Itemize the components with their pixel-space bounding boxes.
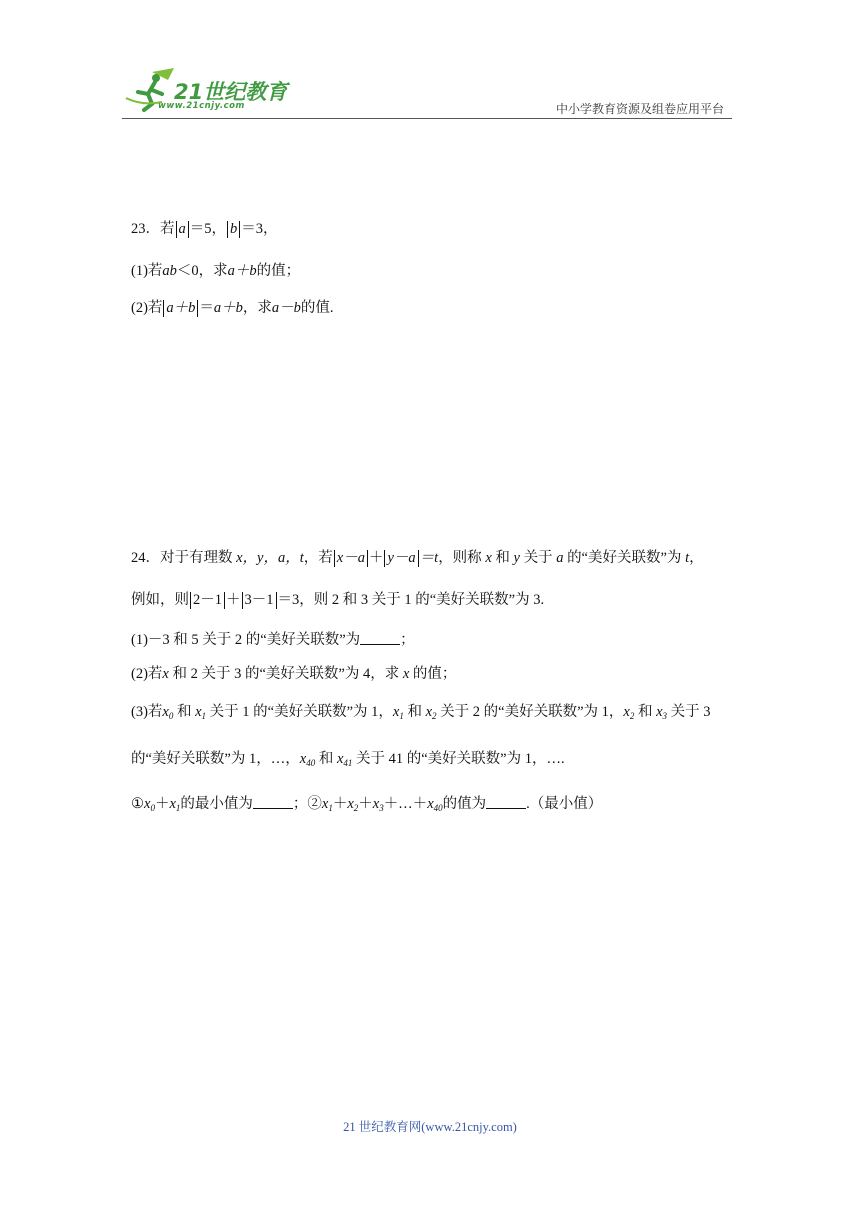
answer-blank[interactable]	[360, 644, 400, 645]
var-x2d: $x_2$	[347, 796, 359, 813]
q23-p2-prefix: (2)若	[131, 300, 163, 316]
q23-stem-prefix: 23．若	[131, 221, 175, 237]
var-x3d: $x_3$	[372, 796, 384, 813]
circled-one: ①	[131, 796, 144, 812]
page-header	[122, 66, 732, 120]
page-footer: 21 世纪教育网(www.21cnjy.com)	[343, 1120, 517, 1134]
q24-stem-x: x	[485, 550, 492, 566]
var-x0: $x_0$	[162, 704, 174, 721]
q24-stem-y: y	[513, 550, 520, 566]
q24-eq-t: ＝t	[419, 550, 439, 566]
q24-p2-prefix: (2)若	[131, 666, 163, 682]
q23-abs-a: a	[176, 221, 189, 238]
q24-p3l2-prefix: 的“美好关联数”为 1，…，	[131, 751, 300, 767]
answer-blank-1[interactable]	[253, 808, 293, 809]
q23-eq2: ＝3，	[241, 221, 278, 237]
q24-p2-x2: x	[402, 666, 410, 682]
q23-p2-abs: a＋b	[163, 300, 198, 317]
q24-p3l2-t1: 和	[318, 751, 334, 767]
q24-part1	[131, 633, 415, 648]
q23-eq1: ＝5，	[189, 221, 226, 237]
q24-stem-part2: ，则称	[438, 550, 482, 566]
var-x3: $x_3$	[656, 704, 668, 721]
q24-p3-prefix: (3)若	[131, 704, 163, 720]
q24-stem	[131, 550, 704, 567]
q24-stem-if: ，若	[303, 550, 333, 566]
q23-p1-suffix: 的值；	[256, 263, 301, 279]
q24-ex-plus: ＋	[226, 592, 241, 608]
q24-example	[131, 592, 544, 609]
platform-label: 中小学教育资源及组卷应用平台	[555, 102, 724, 116]
q23-p2-mid: ，求	[242, 300, 272, 316]
q24-p3-t6: 关于 3	[670, 704, 711, 720]
q24-stem-part3: 的“美好关联数”为	[567, 550, 682, 566]
q23-p1-expr: a＋b	[227, 263, 257, 279]
var-x40d: $x_{40}$	[427, 796, 443, 813]
q24-part2	[131, 667, 456, 682]
header-divider	[122, 118, 732, 119]
q23-p2-rhs: a＋b	[213, 300, 243, 316]
q24-p3-t3: 和	[407, 704, 422, 720]
q24-p3l2-t2: 关于 41 的“美好关联数”为 1，….	[356, 751, 565, 767]
q24-part3-line2	[131, 752, 565, 768]
var-x1c: $x_1$	[169, 796, 181, 813]
q23-p1-lt: ＜0，求	[176, 263, 228, 279]
var-x1b: $x_1$	[392, 704, 404, 721]
var-x41: $x_{41}$	[336, 751, 353, 768]
q24-p1-prefix: (1)－3 和 5 关于 2 的“美好关联数”为	[131, 632, 361, 648]
q24-abs1: x－a	[334, 550, 368, 567]
q23-stem	[131, 221, 278, 238]
plus-op-3: ＋	[358, 796, 373, 812]
q24-stem-part1: 24．对于有理数	[131, 550, 233, 566]
answer-blank-2[interactable]	[486, 808, 526, 809]
q24-p2-suffix: 的值；	[412, 666, 457, 682]
q23-p2-expr: a－b	[271, 300, 301, 316]
var-x40: $x_{40}$	[299, 751, 316, 768]
q24-ex-abs2: 3－1	[242, 592, 277, 609]
q23-p1-cond: ab	[162, 263, 177, 279]
var-x1: $x_1$	[195, 704, 207, 721]
q24-ex-abs1: 2－1	[190, 592, 225, 609]
q24-example-prefix: 例如，则	[131, 592, 189, 608]
q24-p3-t5: 和	[637, 704, 653, 720]
site-logo	[122, 66, 292, 114]
q24-p3-t1: 和	[176, 704, 192, 720]
plus-op: ＋	[154, 796, 170, 812]
var-x0c: $x_0$	[144, 796, 155, 813]
q24-p2-x: x	[162, 666, 169, 682]
var-x1d: $x_1$	[321, 796, 333, 813]
q24-stem-a: a	[556, 550, 564, 566]
q24-vars: x，y，a，t	[236, 550, 304, 566]
q24-p2-mid: 和 2 关于 3 的“美好关联数”为 4，求	[172, 666, 400, 682]
q24-p3l3-t4: .（最小值）	[526, 796, 603, 812]
q24-stem-t: t	[685, 550, 690, 566]
q24-p3l3-t1: 的最小值为	[180, 796, 253, 812]
var-x2: $x_2$	[425, 704, 437, 721]
q24-stem-about: 关于	[523, 550, 553, 566]
q23-part1	[131, 264, 300, 279]
q24-example-suffix: ，则 2 和 3 关于 1 的“美好关联数”为 3.	[299, 592, 545, 608]
q24-part3-line1	[131, 705, 711, 721]
ellipsis-op: ＋…＋	[383, 796, 428, 812]
q23-p2-suffix: 的值.	[300, 300, 334, 316]
q24-p3l3-t2: ；②	[292, 796, 322, 812]
q24-p3l3-t3: 的值为	[442, 796, 487, 812]
q24-stem-and: 和	[495, 550, 510, 566]
logo-url: www.21cnjy.com	[158, 101, 245, 111]
q23-p1-prefix: (1)若	[131, 263, 163, 279]
q23-part2	[131, 300, 334, 317]
q24-p1-suffix: ；	[400, 632, 415, 648]
q23-abs-b: b	[227, 221, 240, 238]
q24-part3-line3	[131, 797, 602, 813]
plus-op-2: ＋	[332, 796, 348, 812]
q24-ex-eq: ＝3	[277, 592, 300, 608]
q24-plus: ＋	[368, 550, 384, 566]
q24-p3-t2: 关于 1 的“美好关联数”为 1，	[209, 704, 393, 720]
q24-abs2: y－a	[384, 550, 418, 567]
q24-stem-end: ，	[689, 550, 704, 566]
logo-text: 21世纪教育	[174, 80, 288, 104]
q24-p3-t4: 关于 2 的“美好关联数”为 1，	[440, 704, 624, 720]
var-x2b: $x_2$	[623, 704, 635, 721]
q23-p2-eq: ＝	[199, 300, 214, 316]
